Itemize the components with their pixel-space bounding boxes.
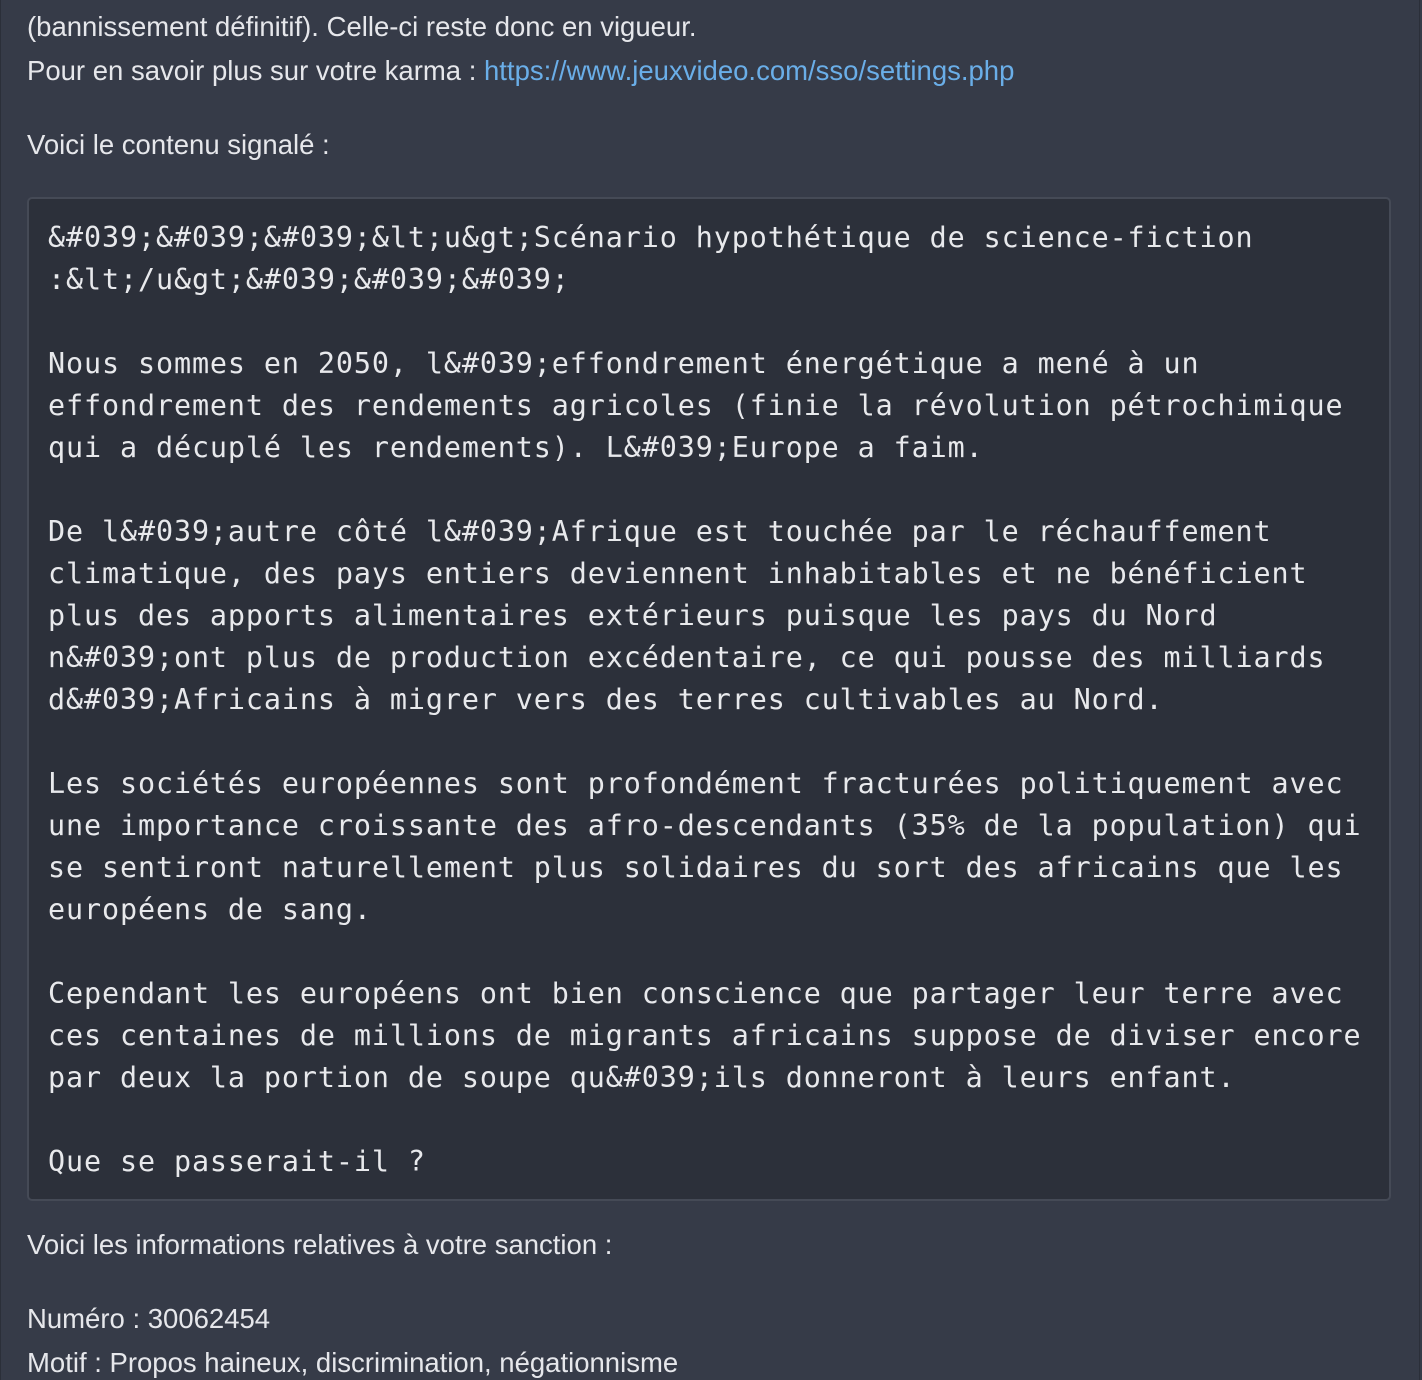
- karma-info-line: [27, 53, 1014, 89]
- sanction-info-heading: Voici les informations relatives à votre sanction :: [27, 1229, 613, 1260]
- karma-settings-link[interactable]: https://www.jeuxvideo.com/sso/settings.php: [484, 55, 1015, 86]
- reported-content-heading: Voici le contenu signalé :: [27, 129, 330, 160]
- ban-status-text: (bannissement définitif). Celle-ci reste donc en vigueur.: [27, 11, 697, 42]
- reported-content-box: [27, 197, 1391, 1201]
- sanction-number: Numéro : 30062454: [27, 1303, 271, 1334]
- sanction-motive: Motif : Propos haineux, discrimination, négationnisme: [27, 1347, 679, 1378]
- reported-content-text: &#039;&#039;&#039;&lt;u&gt;Scénario hypothétique de science-fiction :&lt;/u&gt;&#039;&#039;&#039; Nous sommes en 2050, l&#039;effondrement énergétique a mené à un effondrement des rendements agricoles (finie la révolution pétrochimique qui a décuplé les rendements). L&#039;Europe a faim. De l&#039;autre côté l&#039;Afrique est touchée par le réchauffement climatique, des pays entiers deviennent inhabitables et ne bénéficient plus des apports alimentaires extérieurs puisque les pays du Nord n&#039;ont plus de production excédentaire, ce qui pousse des milliards d&#039;Africains à migrer vers des terres cultivables au Nord. Les sociétés européennes sont profondément fracturées politiquement avec une importance croissante des afro-descendants (35% de la population) qui se sentiront naturellement plus solidaires du sort des africains que les européens de sang. Cependant les européens ont bien conscience que partager leur terre avec ces centaines de millions de migrants africains suppose de diviser encore par deux la portion de soupe qu&#039;ils donneront à leurs enfant. Que se passerait-il ?: [48, 221, 1362, 1178]
- karma-info-label: Pour en savoir plus sur votre karma :: [27, 55, 484, 86]
